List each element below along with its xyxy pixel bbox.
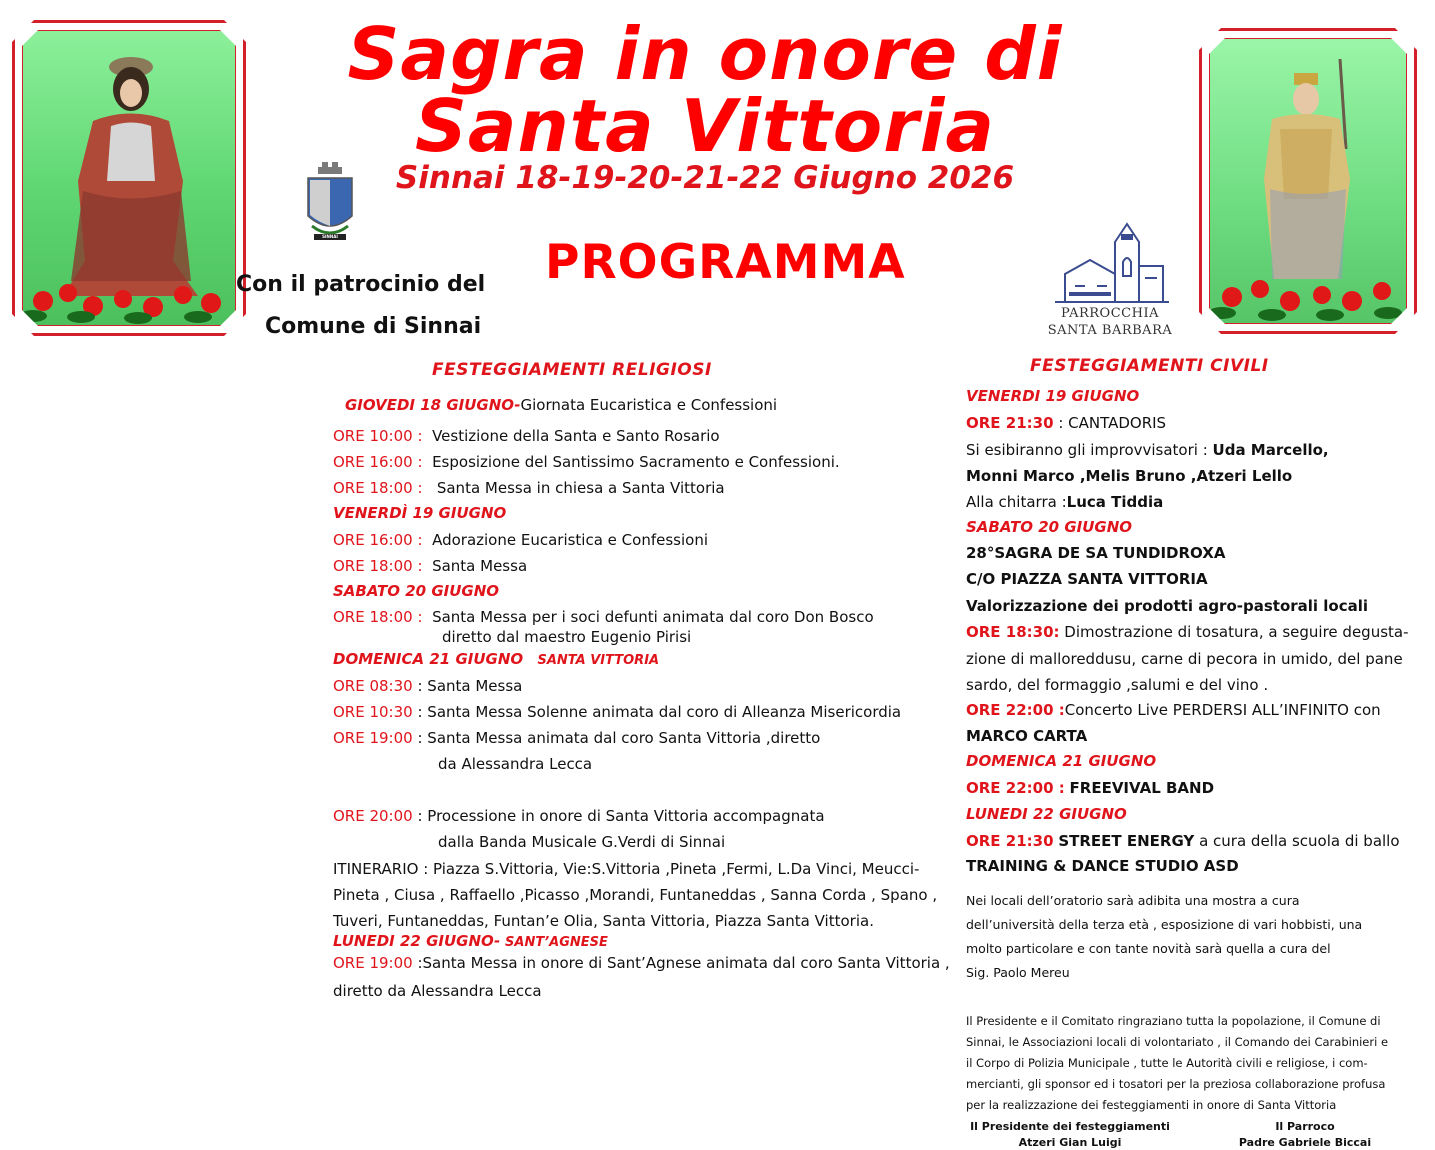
patrocinio-line-2: Comune di Sinnai <box>265 314 482 339</box>
cantadoris-intro: Si esibiranno gli improvvisatori : <box>966 441 1208 459</box>
venerdi-religioso-day: VENERDÌ 19 GIUGNO <box>333 504 507 522</box>
left-saint-statue-icon <box>23 31 235 325</box>
thanks-line-1: Il Presidente e il Comitato ringraziano tutta la popolazione, il Comune di <box>966 1014 1381 1028</box>
event-text: Santa Messa in chiesa a Santa Vittoria <box>436 479 725 497</box>
civili-lunedi-day: LUNEDI 22 GIUGNO <box>966 805 1127 823</box>
event-time: ORE 21:30 <box>966 414 1054 432</box>
venerdi-event-2 <box>333 557 527 575</box>
oratorio-line-3: molto particolare e con tante novità sarà quella a cura del <box>966 941 1331 956</box>
domenica-event-1 <box>333 677 522 695</box>
event-text: Concerto Live PERDERSI ALL’INFINITO con <box>1064 701 1381 719</box>
civili-sabato-event-2 <box>966 701 1381 719</box>
event-time: ORE 16:00 : <box>333 531 423 549</box>
domenica-day: DOMENICA 21 GIUGNO <box>333 650 524 668</box>
civili-sabato-line-3: Valorizzazione dei prodotti agro-pastorali locali <box>966 597 1369 615</box>
oratorio-line-4: Sig. Paolo Mereu <box>966 965 1070 980</box>
giovedi-line <box>345 396 777 414</box>
lunedi-day: LUNEDI 22 GIUGNO- <box>333 932 501 950</box>
event-text: Vestizione della Santa e Santo Rosario <box>432 427 720 445</box>
title-line-2: Santa Vittoria <box>415 84 995 168</box>
civili-sabato-event-1-l3: sardo, del formaggio ,salumi e del vino . <box>966 676 1269 694</box>
event-time: ORE 19:00 <box>333 729 413 747</box>
itinerario-line-3: Tuveri, Funtaneddas, Funtan’e Olia, Santa Vittoria, Piazza Santa Vittoria. <box>333 912 874 930</box>
thanks-line-2: Sinnai, le Associazioni locali di volontariato , il Comando dei Carabinieri e <box>966 1035 1389 1049</box>
right-saint-statue-icon <box>1210 39 1406 323</box>
signature-parroco-title: Il Parroco <box>1275 1120 1335 1133</box>
event-dates: Sinnai 18-19-20-21-22 Giugno 2026 <box>395 160 1015 196</box>
civili-venerdi-day: VENERDI 19 GIUGNO <box>966 387 1140 405</box>
event-text: Esposizione del Santissimo Sacramento e Confessioni. <box>432 453 840 471</box>
event-text: : Processione in onore di Santa Vittoria accompagnata <box>417 807 825 825</box>
title-line-1: Sagra in onore di <box>347 12 1063 96</box>
event-text: STREET ENERGY <box>1058 832 1195 850</box>
sabato-religioso-day: SABATO 20 GIUGNO <box>333 582 500 600</box>
civili-heading: FESTEGGIAMENTI CIVILI <box>1030 356 1269 376</box>
civili-cantadoris-line-4 <box>966 493 1163 511</box>
civili-cantadoris-line-3: Monni Marco ,Melis Bruno ,Atzeri Lello <box>966 467 1293 485</box>
lunedi-event-1-cont: diretto da Alessandra Lecca <box>333 982 542 1000</box>
event-text: Santa Messa per i soci defunti animata dal coro Don Bosco <box>432 608 874 626</box>
civili-sabato-event-2-l2: MARCO CARTA <box>966 727 1088 745</box>
civili-domenica-day: DOMENICA 21 GIUGNO <box>966 752 1157 770</box>
event-text: : CANTADORIS <box>1058 414 1167 432</box>
signature-president-name: Atzeri Gian Luigi <box>1018 1136 1122 1149</box>
guitar-label: Alla chitarra : <box>966 493 1067 511</box>
oratorio-line-2: dell’università della terza età , esposizione di vari hobbisti, una <box>966 917 1363 932</box>
event-time: ORE 16:00 : <box>333 453 423 471</box>
cantadoris-name: Uda Marcello, <box>1212 441 1329 459</box>
event-time: ORE 20:00 <box>333 807 413 825</box>
civili-sabato-line-1: 28°SAGRA DE SA TUNDIDROXA <box>966 544 1226 562</box>
civili-lunedi-event <box>966 832 1400 850</box>
civili-domenica-event <box>966 779 1214 797</box>
left-saint-frame <box>12 20 246 336</box>
left-saint-image <box>22 30 236 326</box>
event-time: ORE 10:00 : <box>333 427 423 445</box>
parish-name-line-1: PARROCCHIA <box>1061 306 1159 321</box>
lunedi-event-1 <box>333 954 950 972</box>
domenica-event-3-cont: da Alessandra Lecca <box>438 755 593 773</box>
itinerario-line-2: Pineta , Ciusa , Raffaello ,Picasso ,Morandi, Funtaneddas , Sanna Corda , Spano , <box>333 886 938 904</box>
right-saint-image <box>1209 38 1407 324</box>
lunedi-religioso-line <box>333 932 608 950</box>
thanks-line-3: il Corpo di Polizia Municipale , tutte le Autorità civili e religiose, i com- <box>966 1056 1368 1070</box>
event-time: ORE 18:00 : <box>333 557 423 575</box>
event-time: ORE 08:30 <box>333 677 413 695</box>
civili-sabato-day: SABATO 20 GIUGNO <box>966 518 1133 536</box>
domenica-extra: SANTA VITTORIA <box>537 653 660 668</box>
event-time: ORE 10:30 <box>333 703 413 721</box>
giovedi-event-2 <box>333 453 840 471</box>
sabato-event-1 <box>333 608 874 626</box>
event-time: ORE 22:00 : <box>966 779 1065 797</box>
giovedi-event-1 <box>333 427 720 445</box>
thanks-line-5: per la realizzazione dei festeggiamenti in onore di Santa Vittoria <box>966 1098 1337 1112</box>
event-time: ORE 18:00 : <box>333 608 423 626</box>
event-text: Adorazione Eucaristica e Confessioni <box>432 531 708 549</box>
religiosi-heading: FESTEGGIAMENTI RELIGIOSI <box>432 360 712 380</box>
event-text: Santa Messa <box>432 557 528 575</box>
civili-sabato-line-2: C/O PIAZZA SANTA VITTORIA <box>966 570 1208 588</box>
domenica-event-3 <box>333 729 820 747</box>
event-time: ORE 22:00 : <box>966 701 1065 719</box>
sabato-event-1-cont: diretto dal maestro Eugenio Pirisi <box>442 628 692 646</box>
lunedi-extra: SANT’AGNESE <box>505 935 608 950</box>
right-saint-frame <box>1199 28 1417 334</box>
civili-cantadoris-line-2 <box>966 441 1329 459</box>
venerdi-event-1 <box>333 531 708 549</box>
church-icon <box>1045 212 1175 306</box>
signature-parroco-name: Padre Gabriele Biccai <box>1238 1136 1372 1149</box>
domenica-event-4-cont: dalla Banda Musicale G.Verdi di Sinnai <box>438 833 726 851</box>
thanks-line-4: mercianti, gli sponsor ed i tosatori per la preziosa collaborazione profusa <box>966 1077 1386 1091</box>
comune-crest <box>300 160 360 250</box>
domenica-event-4 <box>333 807 825 825</box>
domenica-event-2 <box>333 703 901 721</box>
parish-logo <box>1045 212 1175 340</box>
domenica-religioso-line <box>333 650 659 668</box>
giovedi-desc: Giornata Eucaristica e Confessioni <box>520 396 778 414</box>
guitar-name: Luca Tiddia <box>1066 493 1164 511</box>
programma-heading: PROGRAMMA <box>545 235 906 290</box>
giovedi-event-3 <box>333 479 725 497</box>
civili-venerdi-event <box>966 414 1166 432</box>
event-text-2: a cura della scuola di ballo <box>1199 832 1400 850</box>
event-text: Dimostrazione di tosatura, a seguire degusta- <box>1064 623 1409 641</box>
itinerario-line-1: ITINERARIO : Piazza S.Vittoria, Vie:S.Vittoria ,Pineta ,Fermi, L.Da Vinci, Meucci- <box>333 860 920 878</box>
crest-label: SINNAI <box>322 234 338 239</box>
signature-president-title: Il Presidente dei festeggiamenti <box>970 1120 1170 1133</box>
event-text: : Santa Messa Solenne animata dal coro di Alleanza Misericordia <box>417 703 902 721</box>
civili-lunedi-event-l2: TRAINING & DANCE STUDIO ASD <box>966 857 1239 875</box>
event-time: ORE 19:00 <box>333 954 413 972</box>
oratorio-line-1: Nei locali dell’oratorio sarà adibita una mostra a cura <box>966 893 1300 908</box>
event-text: FREEVIVAL BAND <box>1069 779 1215 797</box>
event-text: : Santa Messa <box>417 677 523 695</box>
civili-sabato-event-1 <box>966 623 1409 641</box>
civili-sabato-event-1-l2: zione di malloreddusu, carne di pecora in umido, del pane <box>966 650 1403 668</box>
event-text: :Santa Messa in onore di Sant’Agnese animata dal coro Santa Vittoria , <box>417 954 950 972</box>
giovedi-day: GIOVEDI 18 GIUGNO- <box>345 396 521 414</box>
event-time: ORE 21:30 <box>966 832 1054 850</box>
event-time: ORE 18:30: <box>966 623 1060 641</box>
patrocinio-line-1: Con il patrocinio del <box>236 272 486 297</box>
event-time: ORE 18:00 : <box>333 479 423 497</box>
parish-name-line-2: SANTA BARBARA <box>1047 323 1173 338</box>
event-text: : Santa Messa animata dal coro Santa Vittoria ,diretto <box>417 729 821 747</box>
